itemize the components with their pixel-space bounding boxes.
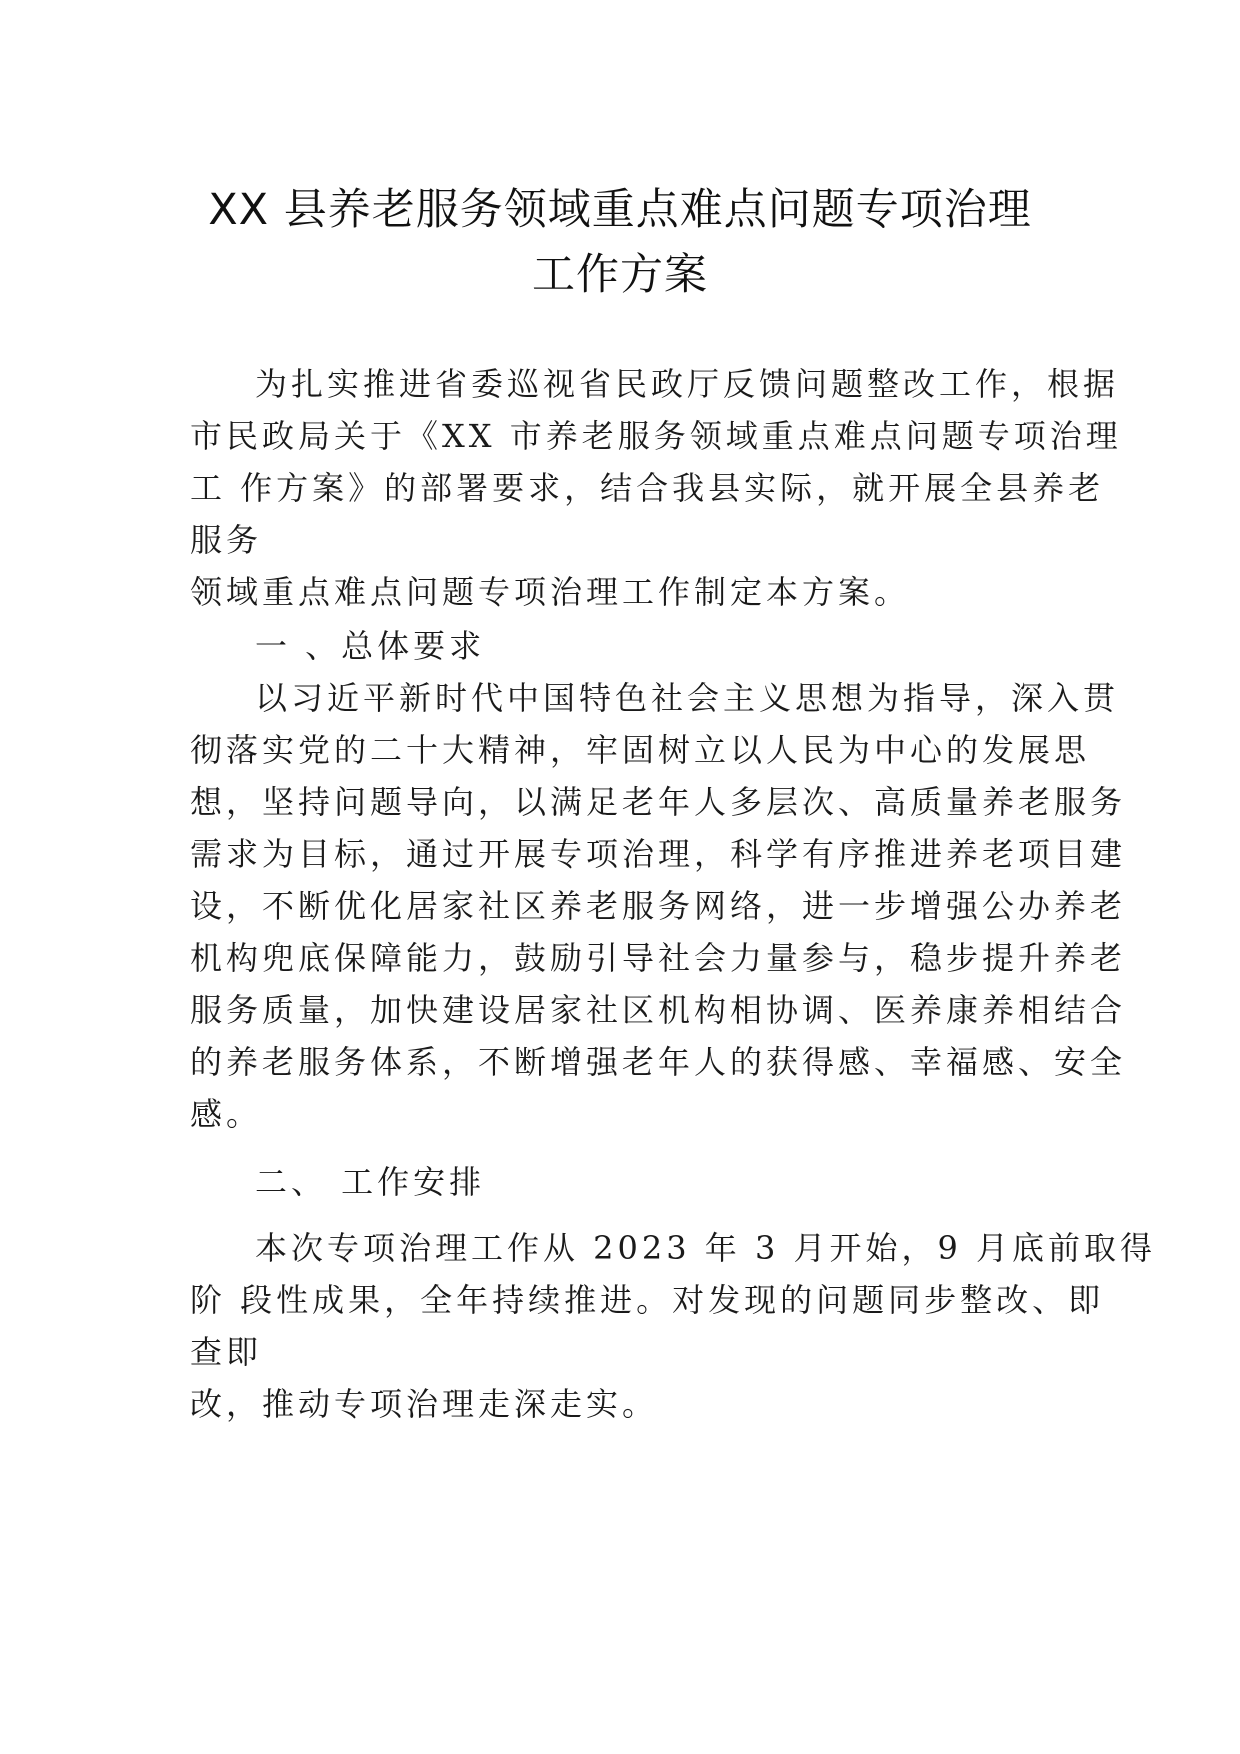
- section-2-line-3: 查即: [190, 1333, 263, 1371]
- section-2-line-2: 阶 段性成果，全年持续推进。对发现的问题同步整改、即: [190, 1281, 1105, 1319]
- section-1-line-6: 机构兜底保障能力，鼓励引导社会力量参与，稳步提升养老: [190, 939, 1127, 977]
- section-1-line-3: 想，坚持问题导向，以满足老年人多层次、高质量养老服务: [190, 783, 1127, 821]
- intro-line-2: 市民政局关于《XX 市养老服务领域重点难点问题专项治理: [190, 417, 1122, 455]
- intro-line-3: 工 作方案》的部署要求，结合我县实际，就开展全县养老: [190, 469, 1105, 507]
- section-1-line-1: 以习近平新时代中国特色社会主义思想为指导，深入贯: [255, 679, 1120, 717]
- section-2-line-1: 本次专项治理工作从 2023 年 3 月开始，9 月底前取得: [255, 1229, 1157, 1267]
- intro-line-1: 为扎实推进省委巡视省民政厅反馈问题整改工作，根据: [255, 365, 1120, 403]
- section-1-line-2: 彻落实党的二十大精神，牢固树立以人民为中心的发展思: [190, 731, 1091, 769]
- section-1-line-9: 感。: [190, 1095, 263, 1133]
- section-1-heading: 一 、总体要求: [255, 627, 486, 665]
- section-2-heading: 二、 工作安排: [255, 1163, 486, 1201]
- section-1-line-7: 服务质量，加快建设居家社区机构相协调、医养康养相结合: [190, 991, 1127, 1029]
- intro-line-5: 领域重点难点问题专项治理工作制定本方案。: [190, 573, 911, 611]
- section-1-line-5: 设，不断优化居家社区养老服务网络，进一步增强公办养老: [190, 887, 1127, 925]
- section-1-line-8: 的养老服务体系，不断增强老年人的获得感、幸福感、安全: [190, 1043, 1127, 1081]
- intro-line-4: 服务: [190, 521, 263, 559]
- section-1-line-4: 需求为目标，通过开展专项治理，科学有序推进养老项目建: [190, 835, 1127, 873]
- document-title-line-1: XX 县养老服务领域重点难点问题专项治理: [208, 185, 1032, 235]
- section-2-line-4: 改，推动专项治理走深走实。: [190, 1385, 659, 1423]
- document-title-line-2: 工作方案: [532, 250, 708, 300]
